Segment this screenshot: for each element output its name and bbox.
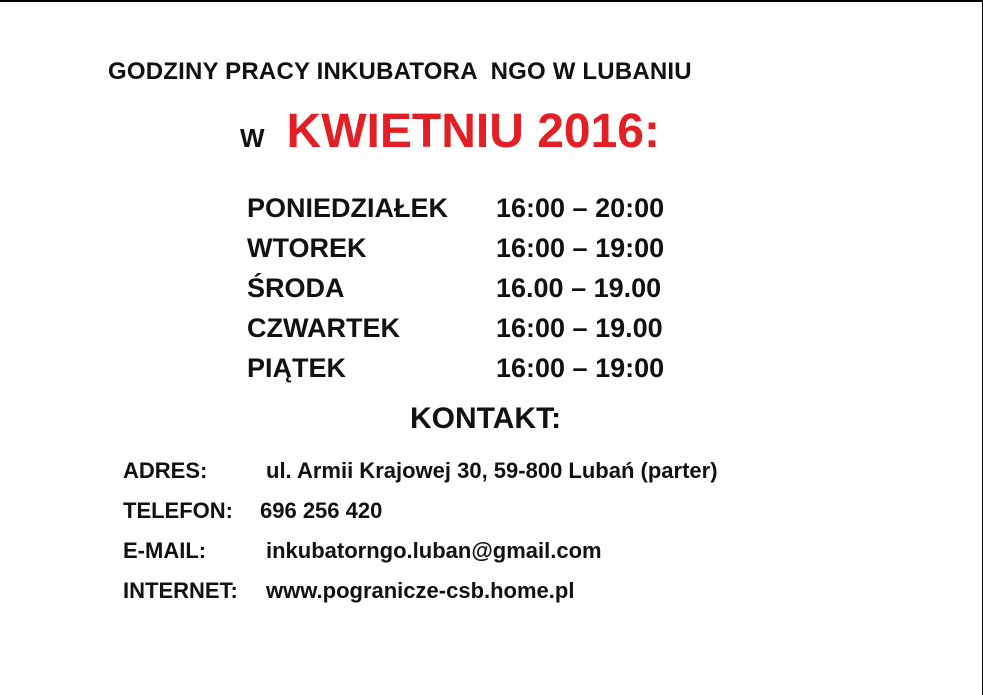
schedule-day: CZWARTEK xyxy=(247,312,400,343)
schedule-day: WTOREK xyxy=(247,232,367,263)
schedule-row xyxy=(247,268,664,308)
top-border xyxy=(0,0,983,2)
schedule-hours: 16:00 – 20:00 xyxy=(496,192,665,223)
schedule-hours: 16.00 – 19.00 xyxy=(496,272,662,303)
contact-phone-row xyxy=(123,491,718,531)
month-name: KWIETNIU 2016: xyxy=(286,105,660,158)
schedule-day: ŚRODA xyxy=(247,272,345,303)
contact-address: ul. Armii Krajowej 30, 59-800 Lubań (parter) xyxy=(266,458,718,483)
schedule-row xyxy=(247,348,664,388)
schedule-hours: 16:00 – 19:00 xyxy=(496,232,665,263)
month-prefix: W xyxy=(240,123,265,153)
month-heading xyxy=(240,104,660,159)
schedule-row xyxy=(247,228,664,268)
document-title: GODZINY PRACY INKUBATORA NGO W LUBANIU xyxy=(108,58,692,85)
contact-label: INTERNET: xyxy=(123,578,238,603)
contact-phone: 696 256 420 xyxy=(260,498,383,523)
contact-website: www.pogranicze-csb.home.pl xyxy=(266,578,575,603)
contact-label: TELEFON: xyxy=(123,498,233,523)
schedule-row xyxy=(247,188,664,228)
contact-list xyxy=(123,451,718,611)
contact-email-row xyxy=(123,531,718,571)
opening-hours-table xyxy=(247,188,664,388)
contact-address-row xyxy=(123,451,718,491)
contact-email: inkubatorngo.luban@gmail.com xyxy=(266,538,602,563)
schedule-day: PONIEDZIAŁEK xyxy=(247,192,449,223)
contact-website-row xyxy=(123,571,718,611)
schedule-day: PIĄTEK xyxy=(247,352,347,383)
contact-heading: KONTAKT: xyxy=(410,402,562,435)
schedule-hours: 16:00 – 19.00 xyxy=(496,312,663,343)
contact-label: E-MAIL: xyxy=(123,538,207,563)
schedule-hours: 16:00 – 19:00 xyxy=(496,352,665,383)
contact-label: ADRES: xyxy=(123,458,208,483)
schedule-row xyxy=(247,308,664,348)
